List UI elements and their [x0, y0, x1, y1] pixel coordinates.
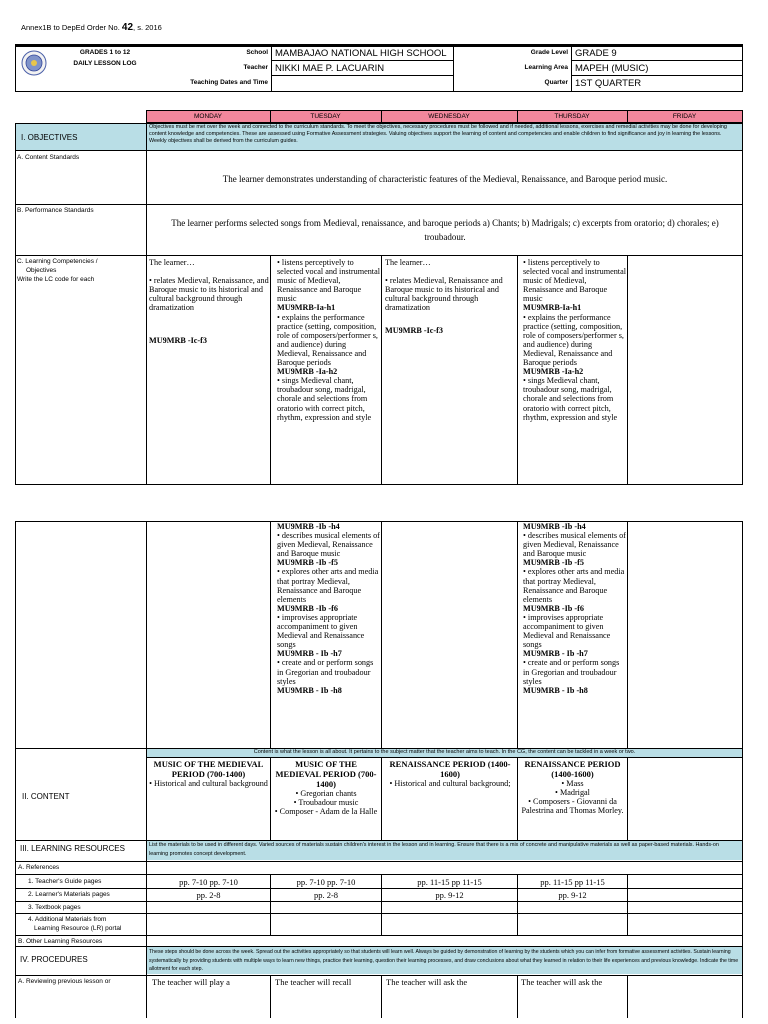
comp2-tuesday-text-3: • improvises appropriate accompaniment to given Medieval and Renaissance songs: [277, 612, 365, 650]
comp-thursday-code-2: MU9MRB -Ia-h2: [523, 367, 584, 377]
dates-label: Teaching Dates and Time: [190, 79, 268, 86]
tg-wednesday: pp. 11-15 pp 11-15: [417, 877, 482, 887]
grade-label: Grade Level: [530, 49, 568, 56]
teacher-value: NIKKI MAE P. LACUARIN: [275, 63, 385, 74]
annex-prefix: Annex1B to DepEd Order No.: [21, 23, 120, 32]
comp-thursday-code-1: MU9MRB-Ia-h1: [523, 303, 582, 313]
content-monday: [148, 759, 269, 788]
comp-tuesday-code-1: MU9MRB-Ia-h1: [277, 303, 336, 313]
content-thursday: [519, 759, 626, 815]
comp2-thursday-text-2: • explores other arts and media that portray Medieval, Renaissance and Baroque elements: [523, 567, 625, 604]
content-tuesday: [272, 759, 380, 816]
reviewing-tuesday: The teacher will recall: [275, 977, 352, 987]
am-label-2: Learning Resource (LR) portal: [34, 925, 122, 932]
comp2-tuesday-cell: [277, 522, 380, 695]
comp2-thursday-text-3: • improvises appropriate accompaniment to given Medieval and Renaissance songs: [523, 612, 611, 650]
tg-label: 1. Teacher's Guide pages: [28, 878, 102, 885]
lm-monday: pp. 2-8: [196, 890, 221, 900]
objectives-label: I. OBJECTIVES: [21, 133, 78, 142]
comp2-thursday-code-1: MU9MRB -Ib -h4: [523, 522, 586, 531]
competencies-label-2: Objectives: [26, 267, 57, 274]
comp2-tuesday-code-4: MU9MRB - Ib -h7: [277, 649, 342, 659]
comp-wednesday-text: The learner… • relates Medieval, Renaissance and Baroque music to its historical and cultural background through dramatization: [385, 258, 503, 313]
resources-note: List the materials to be used in different days. Varied sources of materials sustain children's interest in the lesson and in learning. Ensure that there is a mix of concrete and manipulative materials as well as paper-based materials. Hands-on learning promotes concept development.: [149, 842, 719, 857]
tb-label: 3. Textbook pages: [28, 904, 81, 911]
tg-monday: pp. 7-10 pp. 7-10: [179, 877, 238, 887]
comp2-tuesday-code-1: MU9MRB -Ib -h4: [277, 522, 340, 531]
comp2-tuesday-text-4: • create and or perform songs in Gregorian and troubadour styles: [277, 658, 374, 686]
performance-standards-label: B. Performance Standards: [17, 207, 94, 214]
comp2-tuesday-code-2: MU9MRB -Ib -f5: [277, 558, 338, 568]
content-monday-title: MUSIC OF THE MEDIEVAL PERIOD (700-1400): [153, 759, 264, 779]
comp-monday-code: MU9MRB -Ic-f3: [149, 336, 207, 345]
area-label: Learning Area: [524, 64, 568, 71]
comp2-thursday-text-4: • create and or perform songs in Gregorian and troubadour styles: [523, 658, 620, 686]
school-label: School: [246, 49, 268, 56]
comp2-tuesday-text-2: • explores other arts and media that portray Medieval, Renaissance and Baroque elements: [277, 567, 379, 604]
comp2-thursday-code-4: MU9MRB - Ib -h7: [523, 649, 588, 659]
comp-tuesday-text-3: • sings Medieval chant, troubadour song, madrigal, chorale and selections from oratorio with correct pitch, rhythm, expression and style: [277, 376, 372, 422]
comp2-thursday-cell: [523, 522, 627, 695]
comp-monday-text: The learner… • relates Medieval, Renaissance, and Baroque music to its historical and cultural background through dramatization: [149, 258, 269, 313]
annex-reference: [21, 22, 162, 33]
day-friday: FRIDAY: [672, 113, 697, 120]
teacher-label: Teacher: [243, 64, 268, 71]
reviewing-wednesday: The teacher will ask the: [386, 977, 468, 987]
comp-tuesday-text-1: • listens perceptively to selected vocal and instrumental music of Medieval, Renaissance and Baroque music: [277, 258, 380, 304]
annex-number: 42: [121, 22, 134, 33]
procedures-note: These steps should be done across the week. Spread out the activities appropriately so that students will learn well. Always be guided by demonstration of learning by the students which you can infer from formative assessment activities. Sustain learning systematically by providing students with multiple ways to learn new things, practice their learning, question their learning processes, and draw conclusions about what they learned in relation to their life experiences and previous knowledge. Indicate the time allotment for each step.: [149, 949, 739, 972]
am-label-1: 4. Additional Materials from: [28, 916, 107, 923]
deped-seal-icon: [21, 50, 47, 76]
comp2-thursday-code-5: MU9MRB - Ib -h8: [523, 685, 588, 695]
annex-suffix: , s. 2016: [133, 23, 162, 32]
lm-tuesday: pp. 2-8: [313, 890, 339, 900]
reviewing-thursday: The teacher will ask the: [521, 977, 603, 987]
log-title-2: DAILY LESSON LOG: [73, 60, 137, 67]
day-thursday: THURSDAY: [554, 113, 590, 120]
lm-thursday: pp. 9-12: [558, 890, 587, 900]
performance-standards-text: The learner performs selected songs from Medieval, renaissance, and baroque periods a) Chants; b) Madrigals; c) excerpts from oratorio; d) chorales; e) troubadour.: [171, 218, 719, 242]
comp-thursday-cell: [523, 258, 627, 422]
day-monday: MONDAY: [193, 113, 223, 120]
competencies-label-3: Write the LC code for each: [17, 276, 95, 283]
content-label: II. CONTENT: [22, 792, 70, 801]
content-wednesday-body: • Historical and cultural background;: [389, 779, 511, 788]
content-wednesday: [384, 759, 516, 788]
content-note: Content is what the lesson is all about. It pertains to the subject matter that the teacher aims to teach. In the CG, the content can be tackled in a week or two.: [253, 749, 636, 755]
comp2-tuesday-text-1: • describes musical elements of given Medieval, Renaissance and Baroque music: [277, 531, 380, 559]
competencies-label-1: C. Learning Competencies /: [17, 258, 98, 265]
comp-tuesday-code-2: MU9MRB -Ia-h2: [277, 367, 338, 377]
content-standards-label: A. Content Standards: [17, 154, 80, 161]
reviewing-label: A. Reviewing previous lesson or: [18, 978, 111, 985]
grade-value: GRADE 9: [575, 48, 617, 59]
tg-tuesday: pp. 7-10 pp. 7-10: [296, 877, 356, 887]
day-wednesday: WEDNESDAY: [428, 113, 470, 120]
content-monday-body: • Historical and cultural background: [149, 779, 268, 788]
comp-thursday-text-2: • explains the performance practice (setting, composition, role of composers/performer s, and audience) during Medieval, Renaissance and Baroque periods: [523, 312, 624, 368]
lm-wednesday: pp. 9-12: [435, 890, 464, 900]
comp2-thursday-text-1: • describes musical elements of given Medieval, Renaissance and Baroque music: [523, 531, 626, 559]
quarter-value: 1ST QUARTER: [575, 78, 642, 89]
content-standards-text: The learner demonstrates understanding of characteristic features of the Medieval, Renaissance, and Baroque period music.: [222, 174, 668, 184]
comp-tuesday-text-2: • explains the performance practice (setting, composition, role of composers/performer s, and audience) during Medieval, Renaissance and Baroque periods: [277, 312, 378, 368]
comp-tuesday-cell: [277, 258, 380, 422]
comp-thursday-text-3: • sings Medieval chant, troubadour song, madrigal, chorale and selections from oratorio with correct pitch, rhythm, expression and style: [523, 376, 618, 422]
log-title-1: GRADES 1 to 12: [79, 49, 131, 56]
comp2-thursday-code-3: MU9MRB -Ib -f6: [523, 603, 584, 613]
comp-thursday-text-1: • listens perceptively to selected vocal and instrumental music of Medieval, Renaissance and Baroque music: [523, 258, 626, 304]
resources-label: III. LEARNING RESOURCES: [20, 844, 125, 853]
content-wednesday-title: RENAISSANCE PERIOD (1400-1600): [389, 759, 511, 779]
content-thursday-title: RENAISSANCE PERIOD (1400-1600): [524, 759, 621, 779]
content-thursday-body: • Mass • Madrigal • Composers - Giovanni da Palestrina and Thomas Morley.: [521, 779, 624, 816]
content-tuesday-title: MUSIC OF THE MEDIEVAL PERIOD (700-1400): [275, 759, 377, 789]
area-value: MAPEH (MUSIC): [575, 63, 649, 74]
school-value: MAMBAJAO NATIONAL HIGH SCHOOL: [275, 48, 447, 59]
comp2-tuesday-code-5: MU9MRB - Ib -h8: [277, 685, 342, 695]
comp2-tuesday-code-3: MU9MRB -Ib -f6: [277, 603, 338, 613]
comp-wednesday-code: MU9MRB -Ic-f3: [385, 326, 443, 335]
quarter-label: Quarter: [544, 79, 568, 86]
tg-thursday: pp. 11-15 pp 11-15: [540, 877, 605, 887]
references-label: A. References: [18, 864, 60, 871]
objectives-note: Objectives must be met over the week and connected to the curriculum standards. To meet the objectives, necessary procedures must be followed and if needed, additional lessons, exercises and remedial activities may be done for developing content knowledge and competencies. These are assessed using Formative Assessment strategies. Valuing objectives support the learning of content and competencies and enable children to find significance and joy in learning the lessons. Weekly objectives shall be derived from the curriculum guides.: [149, 124, 727, 144]
content-tuesday-body: • Gregorian chants • Troubadour music • Composer - Adam de la Halle: [274, 789, 378, 817]
other-label: B. Other Learning Resources: [18, 938, 103, 945]
procedures-label: IV. PROCEDURES: [20, 955, 88, 964]
reviewing-monday: The teacher will play a: [152, 977, 230, 987]
comp2-thursday-code-2: MU9MRB -Ib -f5: [523, 558, 584, 568]
lm-label: 2. Learner's Materials pages: [28, 891, 110, 898]
day-tuesday: TUESDAY: [310, 113, 341, 120]
